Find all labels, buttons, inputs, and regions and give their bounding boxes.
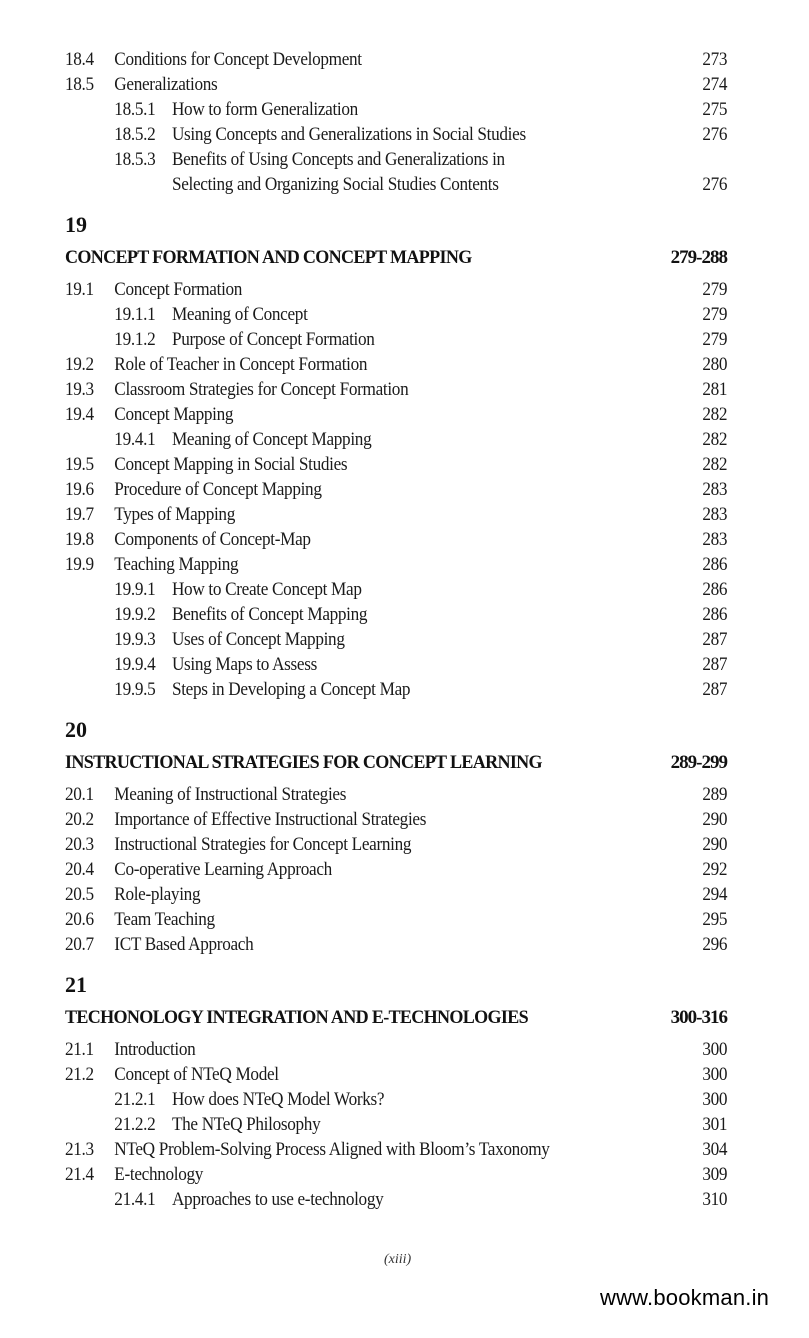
page-ref: 301: [702, 1115, 728, 1135]
page-ref: 300: [702, 1065, 728, 1085]
section-number: 19.6: [65, 480, 94, 500]
toc-entry[interactable]: [65, 1113, 728, 1138]
section-title: Selecting and Organizing Social Studies Contents: [171, 175, 499, 195]
section-title: Importance of Effective Instructional Strategies: [114, 810, 427, 830]
section-title: Concept Mapping: [114, 405, 234, 425]
chapter-title: INSTRUCTIONAL STRATEGIES FOR CONCEPT LEARNING: [65, 752, 542, 773]
page-ref: 282: [702, 430, 728, 450]
section-number: 21.2.1: [114, 1090, 156, 1110]
section-number: 18.5.3: [114, 150, 156, 170]
section-number: 19.4.1: [114, 430, 156, 450]
toc-entry[interactable]: [65, 1138, 728, 1163]
section-title: How to form Generalization: [171, 100, 358, 120]
toc-entry[interactable]: [65, 528, 728, 553]
section-title: Concept of NTeQ Model: [114, 1065, 279, 1085]
section-title: How to Create Concept Map: [171, 580, 362, 600]
section-number: 19.9: [65, 555, 94, 575]
section-number: 20.5: [65, 885, 94, 905]
section-number: 21.4: [65, 1165, 94, 1185]
section-title: NTeQ Problem-Solving Process Aligned with Bloom’s Taxonomy: [114, 1140, 550, 1160]
section-title: Classroom Strategies for Concept Formation: [114, 380, 409, 400]
page-ref: 295: [702, 910, 728, 930]
toc-entry[interactable]: [65, 148, 681, 173]
page-ref: 274: [702, 75, 728, 95]
toc-entry[interactable]: [65, 303, 728, 328]
section-number: 19.4: [65, 405, 94, 425]
toc-entry[interactable]: [65, 1038, 728, 1063]
toc-entry[interactable]: [65, 278, 728, 303]
toc-entry[interactable]: [65, 48, 728, 73]
page-ref: 289: [702, 785, 728, 805]
toc-entry[interactable]: [65, 403, 728, 428]
section-title: Meaning of Instructional Strategies: [114, 785, 347, 805]
section-number: 20.3: [65, 835, 94, 855]
toc-entry[interactable]: [65, 578, 728, 603]
section-number: 21.1: [65, 1040, 94, 1060]
section-number: 18.4: [65, 50, 94, 70]
toc-entry[interactable]: [65, 783, 728, 808]
section-title: Role-playing: [114, 885, 201, 905]
section-title: Benefits of Using Concepts and Generalizations in: [171, 150, 505, 170]
section-title: Components of Concept-Map: [114, 530, 311, 550]
page-ref: 273: [702, 50, 728, 70]
section-number: 19.5: [65, 455, 94, 475]
section-title: Meaning of Concept Mapping: [171, 430, 372, 450]
section-title: Benefits of Concept Mapping: [171, 605, 368, 625]
chapter-heading[interactable]: [65, 245, 727, 271]
page-ref: 296: [702, 935, 728, 955]
section-number: 19.7: [65, 505, 94, 525]
section-number: 20.7: [65, 935, 94, 955]
watermark-link[interactable]: www.bookman.in: [600, 1285, 770, 1310]
chapter-heading[interactable]: [65, 750, 727, 776]
toc-entry[interactable]: [65, 328, 728, 353]
toc-entry[interactable]: [65, 453, 728, 478]
page-ref: 276: [702, 125, 728, 145]
section-number: 21.3: [65, 1140, 94, 1160]
toc-entry[interactable]: [65, 98, 728, 123]
toc-entry[interactable]: [65, 1163, 728, 1188]
page-ref: 279: [702, 305, 728, 325]
section-number: 19.3: [65, 380, 94, 400]
section-number: 19.9.3: [114, 630, 156, 650]
section-number: 21.2.2: [114, 1115, 156, 1135]
section-title: Instructional Strategies for Concept Learning: [114, 835, 412, 855]
page-ref: 282: [702, 455, 728, 475]
chapter-page-range: 300-316: [670, 1007, 727, 1028]
section-title: Approaches to use e-technology: [171, 1190, 384, 1210]
section-title: Purpose of Concept Formation: [171, 330, 375, 350]
toc-entry[interactable]: [65, 1088, 728, 1113]
section-title: Team Teaching: [114, 910, 215, 930]
section-number: 19.9.1: [114, 580, 156, 600]
section-title: Teaching Mapping: [114, 555, 239, 575]
section-number: 21.4.1: [114, 1190, 156, 1210]
page-ref: 287: [702, 680, 728, 700]
page-ref: 300: [702, 1040, 728, 1060]
section-number: 20.1: [65, 785, 94, 805]
section-number: 18.5.2: [114, 125, 156, 145]
toc-entry[interactable]: [65, 808, 728, 833]
section-number: 20.6: [65, 910, 94, 930]
page-ref: 304: [702, 1140, 728, 1160]
toc-entry[interactable]: [65, 653, 728, 678]
toc-entry[interactable]: [65, 378, 728, 403]
section-title: Using Maps to Assess: [171, 655, 317, 675]
toc-entry[interactable]: [65, 1063, 728, 1088]
toc-entry[interactable]: [65, 1188, 728, 1213]
page-ref: 283: [702, 480, 728, 500]
toc-entry[interactable]: [65, 603, 728, 628]
section-title: Co-operative Learning Approach: [114, 860, 332, 880]
section-number: 18.5.1: [114, 100, 156, 120]
toc-entry[interactable]: [65, 478, 728, 503]
chapter-title: TECHONOLOGY INTEGRATION AND E-TECHNOLOGIES: [65, 1007, 529, 1028]
section-number: 21.2: [65, 1065, 94, 1085]
section-number: 19.1.1: [114, 305, 156, 325]
toc-entry[interactable]: [65, 173, 728, 198]
section-title: Concept Formation: [114, 280, 243, 300]
page-ref: 309: [702, 1165, 728, 1185]
section-number: 19.9.5: [114, 680, 156, 700]
toc-entry[interactable]: [65, 123, 728, 148]
chapter-number: 20: [65, 717, 87, 742]
toc-entry[interactable]: [65, 628, 728, 653]
section-title: Concept Mapping in Social Studies: [114, 455, 348, 475]
section-number: 18.5: [65, 75, 94, 95]
section-title: Introduction: [114, 1040, 196, 1060]
page-ref: 276: [702, 175, 728, 195]
toc-entry[interactable]: [65, 553, 728, 578]
section-number: 19.8: [65, 530, 94, 550]
section-title: Uses of Concept Mapping: [171, 630, 345, 650]
chapter-number: 21: [65, 972, 87, 997]
section-number: 19.2: [65, 355, 94, 375]
toc-entry[interactable]: [65, 933, 728, 958]
page-ref: 286: [702, 555, 728, 575]
page-ref: 283: [702, 505, 728, 525]
chapter-number: 19: [65, 212, 87, 237]
section-title: Conditions for Concept Development: [114, 50, 362, 70]
toc-entry[interactable]: [65, 908, 728, 933]
page-ref: 279: [702, 330, 728, 350]
toc-entry[interactable]: [65, 428, 728, 453]
section-title: Using Concepts and Generalizations in Social Studies: [171, 125, 526, 145]
page-ref: 286: [702, 605, 728, 625]
page-ref: 290: [702, 810, 728, 830]
page-number: (xiii): [384, 1252, 412, 1267]
page-ref: 283: [702, 530, 728, 550]
chapter-heading[interactable]: [65, 1005, 727, 1031]
section-title: How does NTeQ Model Works?: [171, 1090, 385, 1110]
page-ref: 282: [702, 405, 728, 425]
section-title: Procedure of Concept Mapping: [114, 480, 322, 500]
page-ref: 310: [702, 1190, 728, 1210]
page-ref: 279: [702, 280, 728, 300]
page-ref: 292: [702, 860, 728, 880]
section-title: Types of Mapping: [114, 505, 235, 525]
page-ref: 294: [702, 885, 728, 905]
section-title: ICT Based Approach: [114, 935, 254, 955]
page-ref: 286: [702, 580, 728, 600]
page-ref: 287: [702, 655, 728, 675]
toc-entry[interactable]: [65, 833, 728, 858]
section-number: 20.2: [65, 810, 94, 830]
page-ref: 290: [702, 835, 728, 855]
page-ref: 281: [702, 380, 728, 400]
chapter-page-range: 289-299: [670, 752, 727, 773]
section-title: Meaning of Concept: [171, 305, 308, 325]
section-title: Role of Teacher in Concept Formation: [114, 355, 368, 375]
chapter-page-range: 279-288: [670, 247, 727, 268]
toc-entry[interactable]: [65, 353, 728, 378]
section-title: E-technology: [114, 1165, 204, 1185]
page-ref: 300: [702, 1090, 728, 1110]
toc-entry[interactable]: [65, 678, 728, 703]
toc-entry[interactable]: [65, 73, 728, 98]
section-title: Generalizations: [114, 75, 218, 95]
section-title: Steps in Developing a Concept Map: [171, 680, 411, 700]
toc-entry[interactable]: [65, 503, 728, 528]
chapter-title: CONCEPT FORMATION AND CONCEPT MAPPING: [65, 247, 472, 268]
section-number: 19.9.4: [114, 655, 156, 675]
section-number: 20.4: [65, 860, 94, 880]
page-ref: 275: [702, 100, 728, 120]
section-number: 19.1: [65, 280, 94, 300]
toc-entry[interactable]: [65, 883, 728, 908]
page-ref: 287: [702, 630, 728, 650]
toc-entry[interactable]: [65, 858, 728, 883]
page-ref: 280: [702, 355, 728, 375]
section-title: The NTeQ Philosophy: [171, 1115, 321, 1135]
section-number: 19.9.2: [114, 605, 156, 625]
section-number: 19.1.2: [114, 330, 156, 350]
